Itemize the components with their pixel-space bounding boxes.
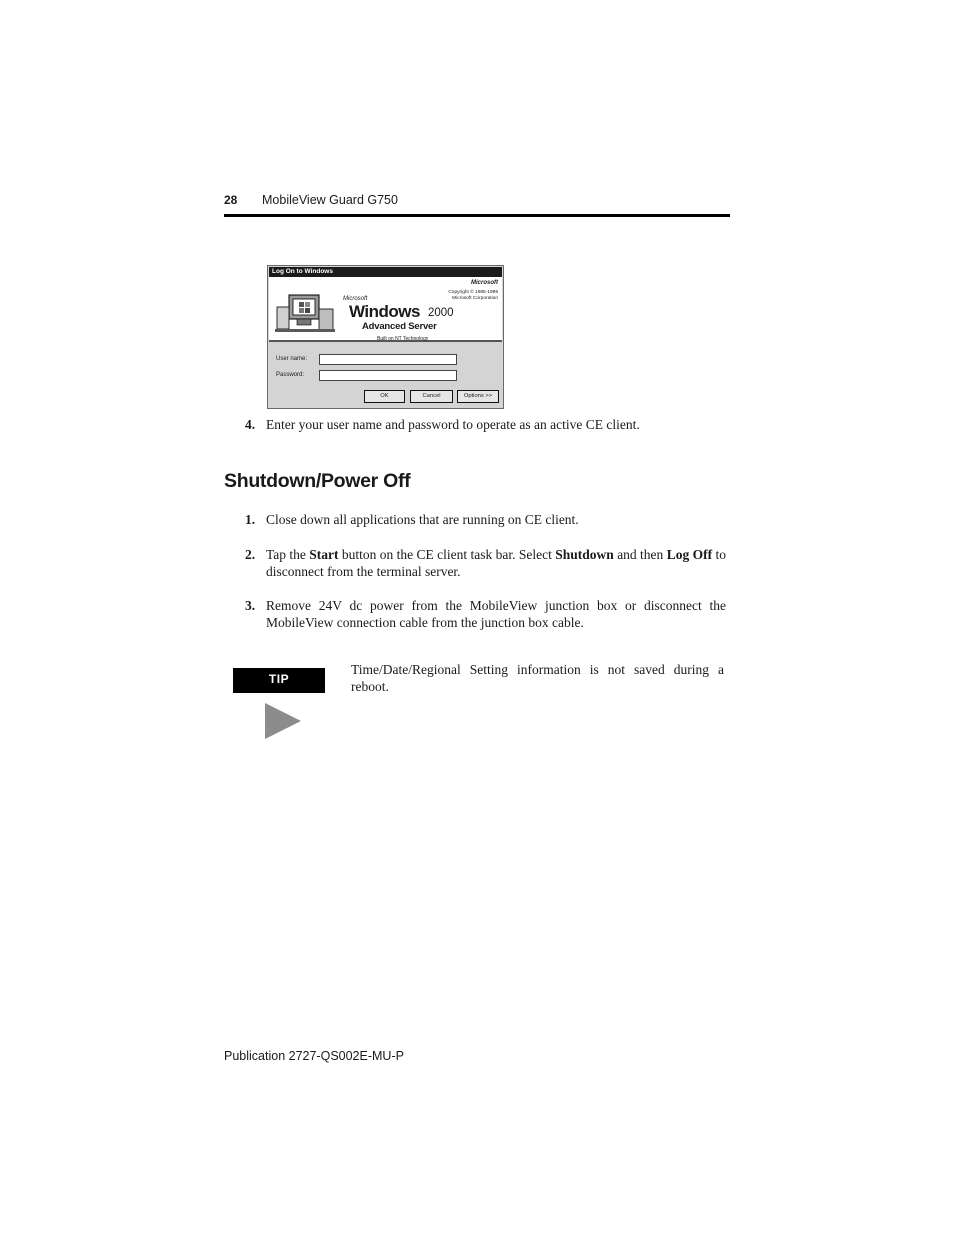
options-button[interactable]: Options >>: [457, 390, 499, 403]
windows-computer-icon: [275, 291, 337, 337]
password-input[interactable]: [319, 370, 457, 381]
shutdown-term: Shutdown: [555, 547, 614, 562]
windows-version: 2000: [428, 307, 454, 319]
step-text-part: button on the CE client task bar. Select: [338, 547, 556, 562]
step-number: 4.: [245, 417, 256, 432]
user-name-label: User name:: [276, 356, 308, 362]
copyright-line-1: Copyright © 1985-1999: [448, 290, 498, 295]
step-number: 2.: [245, 547, 256, 562]
running-header-title: MobileView Guard G750: [262, 193, 398, 207]
built-on-nt: Built on NT Technology: [377, 336, 429, 342]
tip-badge: TIP: [233, 668, 325, 693]
step-text: Enter your user name and password to operate as an active CE client.: [266, 417, 640, 432]
header-rule: [224, 214, 730, 217]
ok-button[interactable]: OK: [364, 390, 405, 403]
step-text-part: and then: [613, 547, 667, 562]
product-edition: Advanced Server: [362, 321, 437, 332]
log-off-term: Log Off: [666, 547, 713, 562]
tip-text: Time/Date/Regional Setting information is not saved during a reboot.: [351, 662, 724, 694]
step-number: 1.: [245, 512, 256, 527]
microsoft-wordmark: Microsoft: [343, 296, 368, 302]
step-text-part: to disconnect from the terminal server.: [266, 547, 726, 579]
windows-banner: [269, 277, 502, 342]
dialog-title-bar: Log On to Windows: [269, 267, 502, 277]
step-text: [266, 546, 726, 580]
start-term: Start: [309, 547, 339, 562]
page-number: 28: [224, 193, 238, 207]
step-text: Close down all applications that are running on CE client.: [266, 512, 579, 527]
step-number: 3.: [245, 598, 256, 613]
cancel-button[interactable]: Cancel: [410, 390, 453, 403]
user-name-input[interactable]: [319, 354, 457, 365]
password-label: Password:: [276, 372, 305, 378]
section-heading: Shutdown/Power Off: [224, 470, 411, 492]
logon-dialog: [267, 265, 504, 409]
step-text-part: Tap the: [266, 547, 310, 562]
step-text: Remove 24V dc power from the MobileView junction box or disconnect the MobileView connection cable from the junction box cable.: [266, 598, 726, 630]
copyright-line-2: Microsoft Corporation: [452, 296, 498, 301]
play-arrow-icon: [264, 702, 302, 740]
windows-wordmark: Windows: [349, 302, 420, 321]
publication-footer: Publication 2727-QS002E-MU-P: [224, 1049, 404, 1063]
microsoft-logo-text: Microsoft: [471, 280, 498, 286]
